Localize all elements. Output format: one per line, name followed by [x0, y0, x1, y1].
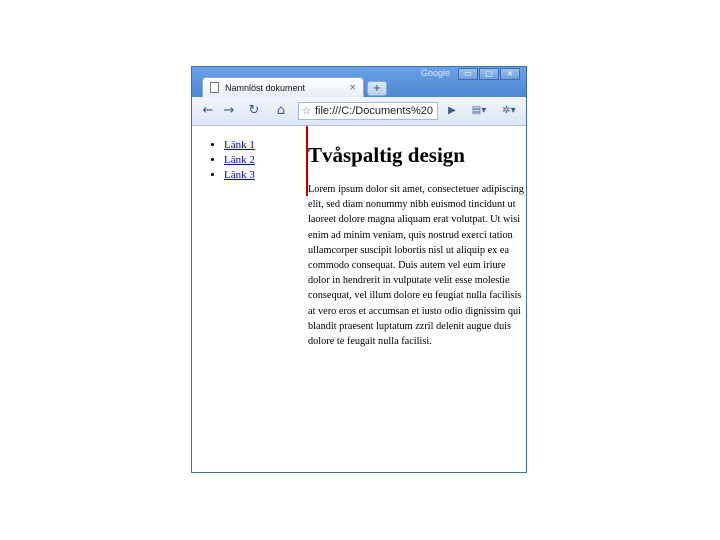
page-content	[192, 126, 526, 472]
back-button[interactable]: ←	[202, 103, 214, 118]
new-tab-button[interactable]: +	[367, 81, 387, 96]
page-menu-button[interactable]: ▤▾	[471, 105, 487, 116]
title-bar	[192, 67, 526, 97]
brand-label: Google	[421, 68, 451, 78]
window-controls	[458, 68, 520, 80]
close-window-button[interactable]: ⨯	[500, 68, 520, 80]
link-1[interactable]: Länk 1	[224, 139, 255, 151]
link-list	[204, 138, 255, 183]
link-2[interactable]: Länk 2	[224, 154, 255, 166]
address-bar[interactable]	[298, 102, 438, 120]
link-3[interactable]: Länk 3	[224, 169, 255, 181]
browser-tab[interactable]	[202, 77, 364, 97]
maximize-button[interactable]: ▢	[479, 68, 499, 80]
list-item	[224, 168, 255, 183]
list-item	[224, 153, 255, 168]
browser-window	[191, 66, 527, 473]
document-icon	[210, 82, 219, 93]
forward-button[interactable]: →	[223, 103, 235, 118]
url-text[interactable]: file:///C:/Documents%20	[314, 105, 433, 117]
close-tab-icon[interactable]: ×	[349, 82, 357, 93]
home-button[interactable]: ⌂	[276, 103, 286, 118]
browser-toolbar	[192, 97, 526, 126]
list-item	[224, 138, 255, 153]
minimize-button[interactable]: ▭	[458, 68, 478, 80]
tools-menu-button[interactable]: ✲▾	[502, 105, 516, 116]
bookmark-star-icon[interactable]: ☆	[302, 105, 311, 117]
page-heading: Tvåspaltig design	[308, 143, 465, 167]
tab-title: Namnlöst dokument	[225, 82, 306, 93]
go-button[interactable]: ▶	[448, 105, 456, 116]
reload-button[interactable]: ↻	[248, 103, 260, 118]
main-column	[308, 142, 524, 349]
body-paragraph: Lorem ipsum dolor sit amet, consectetuer adipiscing elit, sed diam nonummy nibh euismod tincidunt ut laoreet dolore magna aliquam erat volutpat. Ut wisi enim ad minim veniam, quis nostrud exerci tation ullamcorper suscipit lobortis nisl ut aliquip ex ea commodo consequat. Duis autem vel eum iriure dolor in hendrerit in vulputate velit esse molestie consequat, vel illum dolore eu feugiat nulla facilisis at vero eros et accumsan et iusto odio dignissim qui blandit praesent luptatum zzril delenit augue duis dolore te feugait nulla facilisi.	[308, 184, 524, 348]
